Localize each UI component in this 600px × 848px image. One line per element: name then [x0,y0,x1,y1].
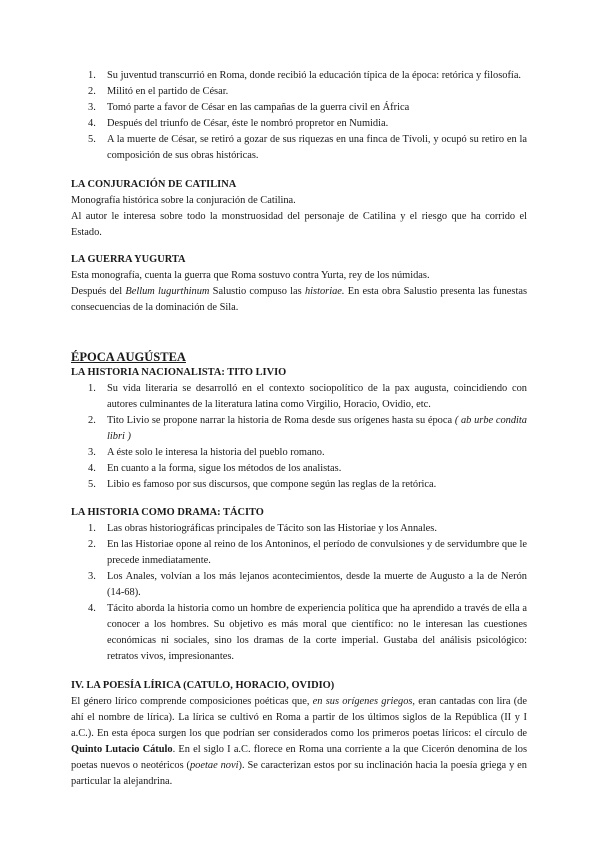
list-text: Su vida literaria se desarrolló en el contexto sociopolítico de la pax augusta, coincidiendo con autores culminantes de la literatura latina como Virgilio, Horacio, Ovidio, etc. [107,383,527,410]
list-text: Militó en el partido de César. [107,86,229,97]
list-number: 2. [88,86,96,97]
list-item [71,84,527,100]
list-text: A la muerte de César, se retiró a gozar de sus riquezas en una finca de Tívoli, y ocupó su retiro en la composición de sus obras históricas. [107,134,527,161]
text-run: Después del [71,286,126,297]
list-text: Tácito aborda la historia como un hombre de experiencia política que ha aprendido a través de ella a conocer a los hombres. Su objetivo es más moral que científico: no le interesan las cuestiones económicas ni sociales, sino los dramas de la corte imperial. Gustaba del análisis psicológico: retratos vivos, impresionantes. [107,603,527,662]
list-text: Las obras historiográficas principales de Tácito son las Historiae y los Annales. [107,523,437,534]
list-item [71,132,527,164]
list-number: 2. [88,415,96,426]
list-number: 1. [88,383,96,394]
list-number: 5. [88,479,96,490]
text-run: ). Se caracterizan estos por su inclinación hacia la poesía griega y en particular la alejandrina. [71,760,527,787]
text-run: El género lírico comprende composiciones poéticas que, [71,696,313,707]
livio-heading: LA HISTORIA NACIONALISTA: TITO LIVIO [71,367,287,378]
lirica-paragraph [71,694,527,790]
list-text: Tomó parte a favor de César en las campañas de la guerra civil en África [107,102,410,113]
list-item [71,381,527,413]
list-text: Libio es famoso por sus discursos, que compone según las reglas de la retórica. [107,479,437,490]
list-item [71,68,527,84]
list-number: 2. [88,539,96,550]
list-text: A éste solo le interesa la historia del pueblo romano. [107,447,325,458]
list-item [71,445,527,461]
list-text: En cuanto a la forma, sigue los métodos de los analistas. [107,463,342,474]
list-number: 1. [88,523,96,534]
catilina-line-1: Monografía histórica sobre la conjuración de Catilina. [71,195,296,206]
list-text: Su juventud transcurrió en Roma, donde recibió la educación típica de la época: retórica y filosofía. [107,70,522,81]
italic-phrase: poetae novi [189,760,239,771]
catilina-heading: LA CONJURACIÓN DE CATILINA [71,179,237,190]
list-number: 1. [88,70,96,81]
yugurta-line-2 [71,284,527,316]
document-page [71,68,527,790]
list-item [71,477,527,493]
list-item [71,413,527,445]
lirica-heading: IV. LA POESÍA LÍRICA (CATULO, HORACIO, OVIDIO) [71,680,335,691]
list-number: 4. [88,118,96,129]
tacito-list [71,521,527,665]
list-item [71,461,527,477]
tacito-heading: LA HISTORIA COMO DRAMA: TÁCITO [71,507,264,518]
list-number: 5. [88,134,96,145]
list-number: 3. [88,102,96,113]
augustea-title: ÉPOCA AUGÚSTEA [71,350,186,364]
list-number: 3. [88,447,96,458]
list-item [71,100,527,116]
list-number: 4. [88,603,96,614]
list-item [71,537,527,569]
text-run: eran cantadas con lira (de ahí el nombre de lírica). La lírica se cultivó en Roma a partir de los últimos siglos de la República (II y I a.C.). En esta época surgen los que podrían ser considerados como los primeros poetas líricos: el círculo de [71,696,527,739]
list-text: En las Historiae opone al reino de los Antoninos, el período de convulsiones y de servidumbre que le precede inmediatamente. [107,539,527,566]
list-number: 4. [88,463,96,474]
text-run: En esta obra Salustio presenta las funestas consecuencias de la dominación de Sila. [71,286,527,313]
bold-name: Quinto Lutacio Cátulo [71,744,173,755]
text-run: Salustio compuso las [209,286,305,297]
list-text: Tito Livio se propone narrar la historia de Roma desde sus orígenes hasta su época [107,415,455,426]
yugurta-line-1: Esta monografía, cuenta la guerra que Roma sostuvo contra Yurta, rey de los númidas. [71,270,430,281]
catilina-line-2: Al autor le interesa sobre todo la monstruosidad del personaje de Catilina y el riesgo que ha corrido el Estado. [71,211,527,238]
list-item [71,601,527,665]
italic-title: ( ab urbe condita libri ) [107,415,527,442]
intro-list [71,68,527,164]
yugurta-heading: LA GUERRA YUGURTA [71,254,186,265]
italic-title: historiae. [304,286,345,297]
list-text: Después del triunfo de César, éste le nombró propretor en Numidia. [107,118,389,129]
italic-title: Bellum lugurthinum [125,286,210,297]
list-item [71,569,527,601]
italic-phrase: en sus orígenes griegos, [312,696,416,707]
text-run: . En el siglo I a.C. florece en Roma una corriente a la que Cicerón denomina de los poetas nuevos o neotéricos ( [71,744,527,771]
livio-list [71,381,527,493]
list-item [71,116,527,132]
list-number: 3. [88,571,96,582]
list-item [71,521,527,537]
list-text: Los Anales, volvían a los más lejanos acontecimientos, desde la muerte de Augusto a la de Nerón (14-68). [107,571,527,598]
